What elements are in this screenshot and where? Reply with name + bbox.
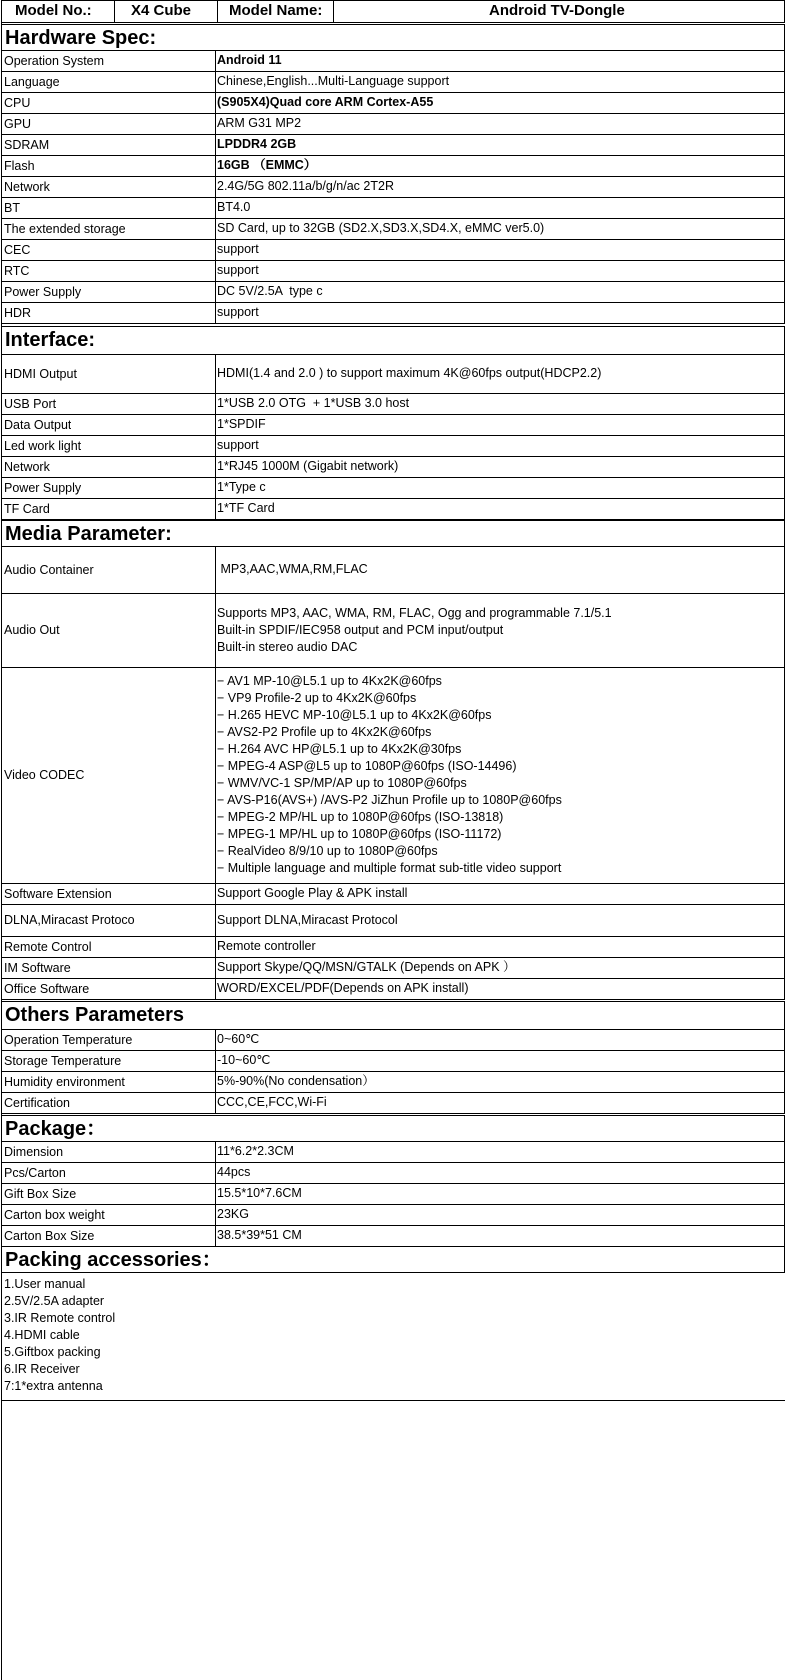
interface-row-label: Network xyxy=(4,460,50,474)
interface-row-border xyxy=(1,477,785,478)
others-section-title: Others Parameters xyxy=(5,1004,184,1026)
media-row-label: Audio Container xyxy=(4,563,94,577)
media-row-value: Remote controller xyxy=(217,939,316,953)
media-row-value: WORD/EXCEL/PDF(Depends on APK install) xyxy=(217,981,469,995)
media-row-label: Remote Control xyxy=(4,940,92,954)
interface-row-border xyxy=(1,393,785,394)
hardware-row-value: 16GB （EMMC） xyxy=(217,158,317,172)
media-row-border xyxy=(1,936,785,937)
package-row-label: Carton Box Size xyxy=(4,1229,95,1243)
media-row-border xyxy=(1,957,785,958)
hardware-row-label: RTC xyxy=(4,264,30,278)
others-row-label: Humidity environment xyxy=(4,1075,125,1089)
interface-row-label: HDMI Output xyxy=(4,367,77,381)
hardware-row-value: BT4.0 xyxy=(217,200,251,214)
hardware-row-border xyxy=(1,71,785,72)
hardware-row-border xyxy=(1,281,785,282)
interface-row-border xyxy=(1,354,785,355)
hardware-row-value: LPDDR4 2GB xyxy=(217,137,297,151)
others-row-border xyxy=(1,1092,785,1093)
hardware-row-value: ARM G31 MP2 xyxy=(217,116,302,130)
media-row-border xyxy=(1,999,785,1000)
others-row-border xyxy=(1,1050,785,1051)
media-row-border xyxy=(1,978,785,979)
hardware-row-border xyxy=(1,176,785,177)
package-row-border xyxy=(1,1141,785,1142)
hardware-row-border xyxy=(1,218,785,219)
media-row-value: Support DLNA,Miracast Protocol xyxy=(217,913,398,927)
package-row-border xyxy=(1,1225,785,1226)
interface-row-value: 1*RJ45 1000M (Gigabit network) xyxy=(217,459,399,473)
package-row-label: Gift Box Size xyxy=(4,1187,77,1201)
accessories-title-border xyxy=(1,1246,785,1247)
others-row-value: 5%-90%(No condensation） xyxy=(217,1074,375,1088)
hardware-row-label: BT xyxy=(4,201,20,215)
others-row-label: Storage Temperature xyxy=(4,1054,122,1068)
hardware-row-label: Operation System xyxy=(4,54,105,68)
hardware-row-border xyxy=(1,260,785,261)
hardware-row-value: support xyxy=(217,305,259,319)
media-row-label: Office Software xyxy=(4,982,90,996)
media-row-border xyxy=(1,593,785,594)
package-section-title: Package： xyxy=(5,1118,107,1140)
model-no-label: Model No.: xyxy=(15,2,92,19)
interface-title-border xyxy=(1,326,785,327)
package-title-border xyxy=(1,1115,785,1116)
media-row-label: DLNA,Miracast Protoco xyxy=(4,913,135,927)
hardware-column-divider xyxy=(215,50,216,323)
others-row-value: 0~60℃ xyxy=(217,1032,260,1046)
others-column-divider xyxy=(215,1029,216,1113)
model-name-label: Model Name: xyxy=(229,2,323,19)
hardware-row-label: Network xyxy=(4,180,50,194)
interface-row-label: Power Supply xyxy=(4,481,82,495)
hardware-row-label: Language xyxy=(4,75,60,89)
package-row-value: 23KG xyxy=(217,1207,249,1221)
hardware-row-label: CEC xyxy=(4,243,31,257)
interface-row-value: support xyxy=(217,438,259,452)
model-no-value: X4 Cube xyxy=(131,2,192,19)
others-row-value: -10~60℃ xyxy=(217,1053,271,1067)
hardware-row-value: Chinese,English...Multi-Language support xyxy=(217,74,450,88)
accessories-row-border xyxy=(1,1272,785,1273)
package-row-label: Carton box weight xyxy=(4,1208,105,1222)
interface-row-border xyxy=(1,498,785,499)
interface-row-value: 1*USB 2.0 OTG + 1*USB 3.0 host xyxy=(217,396,410,410)
package-row-border xyxy=(1,1183,785,1184)
media-row-value: − AV1 MP-10@L5.1 up to 4Kx2K@60fps − VP9 Profile-2 up to 4Kx2K@60fps − H.265 HEVC MP-10@L5.1 up to 4Kx2K@60fps − AVS2-P2 Profile up to 4Kx2K@60fps − H.264 AVC HP@L5.1 up to 4Kx2K@30fps − MPEG-4 ASP@L5 up to 1080P@60fps (ISO-14496) − WMV/VC-1 SP/MP/AP up to 1080P@60fps − AVS-P16(AVS+) /AVS-P2 JiZhun Profile up to 1080P@60fps − MPEG-2 MP/HL up to 1080P@60fps (ISO-13818) − MPEG-1 MP/HL up to 1080P@60fps (ISO-11172) − RealVideo 8/9/10 up to 1080P@60fps − Multiple language and multiple format sub-title video support xyxy=(217,674,562,875)
interface-row-border xyxy=(1,414,785,415)
hardware-row-border xyxy=(1,50,785,51)
interface-row-border xyxy=(1,435,785,436)
hardware-row-border xyxy=(1,197,785,198)
interface-row-label: Led work light xyxy=(4,439,82,453)
others-title-border xyxy=(1,1001,785,1002)
interface-row-label: TF Card xyxy=(4,502,50,516)
hardware-row-value: DC 5V/2.5A type c xyxy=(217,284,323,298)
media-row-value: Supports MP3, AAC, WMA, RM, FLAC, Ogg and programmable 7.1/5.1 Built-in SPDIF/IEC958 output and PCM input/output Built-in stereo audio DAC xyxy=(217,606,612,654)
hardware-row-label: SDRAM xyxy=(4,138,50,152)
hardware-row-value: support xyxy=(217,242,259,256)
media-title-border xyxy=(1,520,785,521)
media-row-border xyxy=(1,904,785,905)
media-row-value: Support Google Play & APK install xyxy=(217,886,408,900)
others-row-border xyxy=(1,1113,785,1114)
media-section-title: Media Parameter: xyxy=(5,523,172,545)
media-row-border xyxy=(1,546,785,547)
hardware-row-border xyxy=(1,92,785,93)
hardware-row-value: 2.4G/5G 802.11a/b/g/n/ac 2T2R xyxy=(217,179,394,193)
hardware-title-border xyxy=(1,24,785,25)
accessories-list: 1.User manual 2.5V/2.5A adapter 3.IR Remote control 4.HDMI cable 5.Giftbox packing 6.IR Receiver 7:1*extra antenna xyxy=(4,1277,116,1393)
interface-row-value: 1*Type c xyxy=(217,480,266,494)
package-row-value: 15.5*10*7.6CM xyxy=(217,1186,302,1200)
hardware-section-title: Hardware Spec: xyxy=(5,27,157,49)
package-row-value: 38.5*39*51 CM xyxy=(217,1228,302,1242)
hardware-row-label: Flash xyxy=(4,159,35,173)
interface-row-label: Data Output xyxy=(4,418,72,432)
interface-row-value: HDMI(1.4 and 2.0 ) to support maximum 4K@60fps output(HDCP2.2) xyxy=(217,366,602,380)
media-row-border xyxy=(1,667,785,668)
accessories-bottom-border xyxy=(1,1400,785,1401)
others-row-label: Operation Temperature xyxy=(4,1033,133,1047)
media-row-border xyxy=(1,883,785,884)
package-row-border xyxy=(1,1204,785,1205)
package-row-value: 11*6.2*2.3CM xyxy=(217,1144,294,1158)
package-row-label: Pcs/Carton xyxy=(4,1166,66,1180)
media-row-value: Support Skype/QQ/MSN/GTALK (Depends on APK ） xyxy=(217,960,516,974)
interface-row-label: USB Port xyxy=(4,397,57,411)
others-row-value: CCC,CE,FCC,Wi-Fi xyxy=(217,1095,327,1109)
hardware-row-label: HDR xyxy=(4,306,32,320)
others-row-border xyxy=(1,1071,785,1072)
media-row-label: Audio Out xyxy=(4,623,60,637)
hardware-row-label: Power Supply xyxy=(4,285,82,299)
others-row-label: Certification xyxy=(4,1096,70,1110)
hardware-row-value: Android 11 xyxy=(217,53,282,67)
package-row-label: Dimension xyxy=(4,1145,64,1159)
hardware-row-label: GPU xyxy=(4,117,32,131)
hardware-row-border xyxy=(1,239,785,240)
media-column-divider xyxy=(215,546,216,999)
media-row-value: MP3,AAC,WMA,RM,FLAC xyxy=(217,562,368,576)
others-row-border xyxy=(1,1029,785,1030)
hardware-row-border xyxy=(1,113,785,114)
hardware-row-border xyxy=(1,134,785,135)
hardware-row-value: support xyxy=(217,263,259,277)
media-row-label: Software Extension xyxy=(4,887,112,901)
package-row-value: 44pcs xyxy=(217,1165,251,1179)
hardware-row-border xyxy=(1,323,785,324)
interface-column-divider xyxy=(215,354,216,519)
hardware-row-label: CPU xyxy=(4,96,31,110)
hardware-row-border xyxy=(1,155,785,156)
accessories-section-title: Packing accessories： xyxy=(5,1249,222,1271)
spec-sheet xyxy=(1,0,785,1680)
hardware-row-border xyxy=(1,302,785,303)
package-column-divider xyxy=(215,1141,216,1246)
media-row-label: Video CODEC xyxy=(4,768,85,782)
hardware-row-value: (S905X4)Quad core ARM Cortex-A55 xyxy=(217,95,434,109)
model-name-value: Android TV-Dongle xyxy=(489,2,625,19)
interface-row-value: 1*SPDIF xyxy=(217,417,266,431)
hardware-row-value: SD Card, up to 32GB (SD2.X,SD3.X,SD4.X, eMMC ver5.0) xyxy=(217,221,545,235)
media-row-label: IM Software xyxy=(4,961,71,975)
package-row-border xyxy=(1,1162,785,1163)
interface-row-border xyxy=(1,456,785,457)
interface-row-value: 1*TF Card xyxy=(217,501,275,515)
interface-section-title: Interface: xyxy=(5,329,96,351)
hardware-row-label: The extended storage xyxy=(4,222,126,236)
